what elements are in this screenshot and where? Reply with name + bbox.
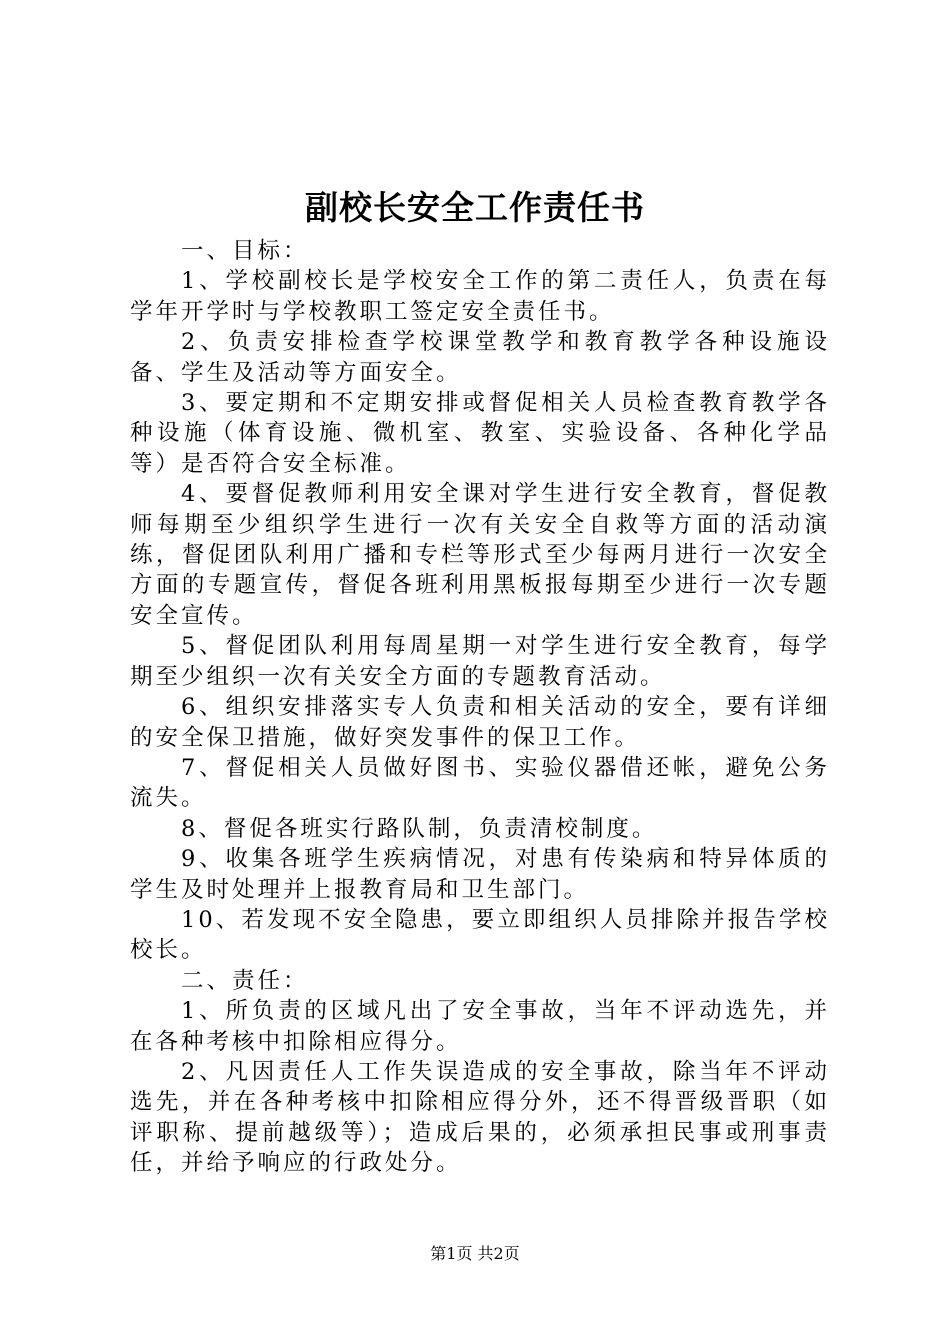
paragraph: 4、要督促教师利用安全课对学生进行安全教育，督促教师每期至少组织学生进行一次有关安全自救等方面的活动演练，督促团队利用广播和专栏等形式至少每两月进行一次安全方面的专题宣传，督促各班利用黑板报每期至少进行一次专题安全宣传。 [130, 481, 830, 629]
paragraph: 5、督促团队利用每周星期一对学生进行安全教育，每学期至少组织一次有关安全方面的专题教育活动。 [130, 633, 830, 690]
paragraph: 6、组织安排落实专人负责和相关活动的安全，要有详细的安全保卫措施，做好突发事件的保卫工作。 [130, 694, 830, 751]
paragraph: 9、收集各班学生疾病情况，对患有传染病和特异体质的学生及时处理并上报教育局和卫生部门。 [130, 846, 830, 903]
paragraph: 二、责任： [181, 967, 309, 994]
paragraph: 2、负责安排检查学校课堂教学和教育教学各种设施设备、学生及活动等方面安全。 [130, 329, 830, 386]
paragraph: 8、督促各班实行路队制，负责清校制度。 [181, 815, 658, 842]
paragraph: 10、若发现不安全隐患，要立即组织人员排除并报告学校校长。 [130, 906, 830, 964]
page-number: 第1页 共2页 [430, 1244, 520, 1263]
paragraph: 2、凡因责任人工作失误造成的安全事故，除当年不评动选先，并在各种考核中扣除相应得分外，还不得晋级晋职（如评职称、提前越级等）；造成后果的，必须承担民事或刑事责任，并给予响应的行政处分。 [130, 1058, 830, 1177]
paragraph: 3、要定期和不定期安排或督促相关人员检查教育教学各种设施（体育设施、微机室、教室、实验设备、各种化学品等）是否符合安全标准。 [130, 390, 830, 477]
paragraph: 一、目标： [181, 238, 309, 264]
paragraph: 1、所负责的区域凡出了安全事故，当年不评动选先，并在各种考核中扣除相应得分。 [130, 998, 830, 1055]
document-title: 副校长安全工作责任书 [305, 188, 645, 227]
document-body [130, 236, 830, 1179]
paragraph: 1、学校副校长是学校安全工作的第二责任人，负责在每学年开学时与学校教职工签定安全责任书。 [130, 268, 830, 325]
paragraph: 7、督促相关人员做好图书、实验仪器借还帐，避免公务流失。 [130, 754, 830, 812]
